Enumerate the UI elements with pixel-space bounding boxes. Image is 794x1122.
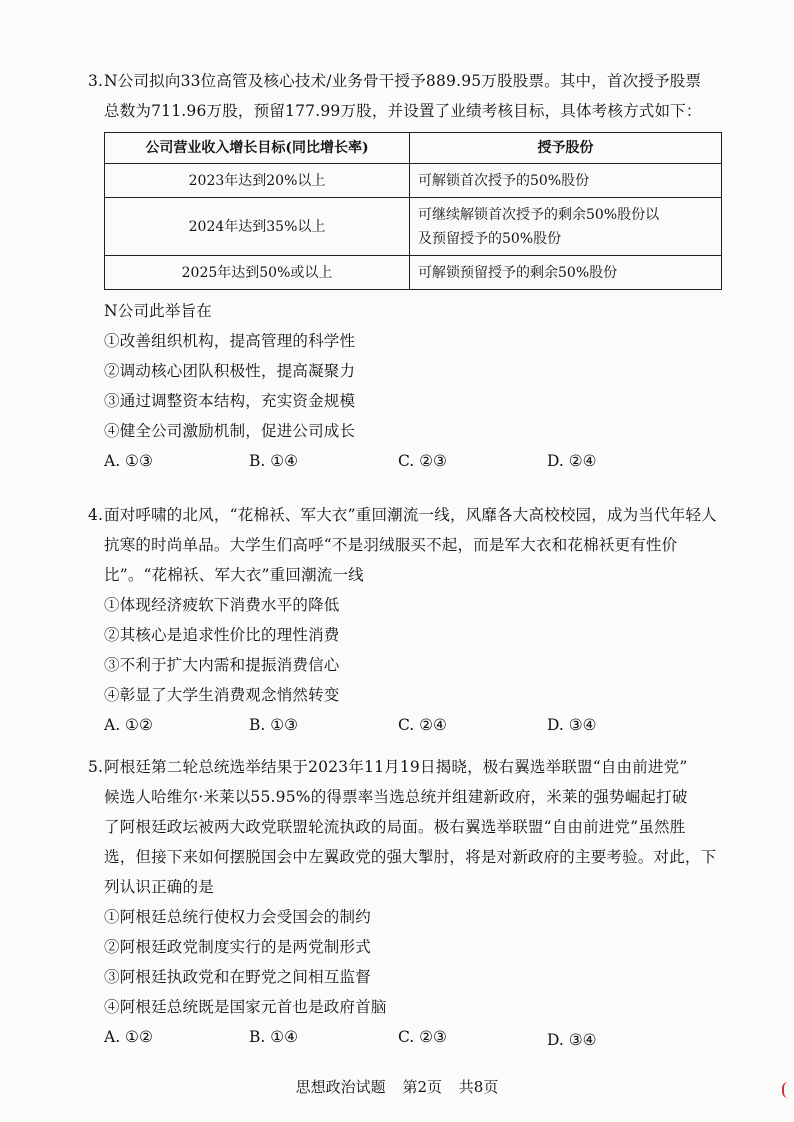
- page-footer: [0, 1076, 794, 1097]
- q4-options: [104, 710, 724, 740]
- q5-line-1: 5. 阿根廷第二轮总统选举结果于2023年11月19日揭晓，极右翼选举联盟“自由前进党”: [104, 752, 724, 782]
- q5-option-b[interactable]: B. ①④: [249, 1028, 299, 1046]
- q3-options: [104, 446, 724, 476]
- q5-options: [104, 1022, 724, 1052]
- q5-option-d[interactable]: D. ③④: [547, 1031, 597, 1049]
- q4-line-1: 4. 面对呼啸的北风，“花棉袄、军大衣”重回潮流一线，风靡各大高校校园，成为当代年轻人: [104, 500, 724, 530]
- q5-item-2: ②阿根廷政党制度实行的是两党制形式: [104, 938, 371, 956]
- q3-item-3: ③通过调整资本结构，充实资金规模: [104, 392, 356, 410]
- q5-line-5: 列认识正确的是: [104, 878, 214, 896]
- q3-line-1: 3. N公司拟向33位高管及核心技术/业务骨干授予889.95万股股票。其中，首次授予股票: [104, 66, 724, 96]
- q4-option-d[interactable]: D. ③④: [547, 716, 597, 734]
- q5-item-1: ①阿根廷总统行使权力会受国会的制约: [104, 908, 371, 926]
- q5-option-a[interactable]: A. ①②: [104, 1028, 153, 1046]
- q5-line-4: 选，但接下来如何摆脱国会中左翼政党的强大掣肘，将是对新政府的主要考验。对此，下: [104, 848, 717, 866]
- table-row: [105, 198, 722, 256]
- footer-page: 第2页: [402, 1078, 442, 1096]
- q5-line-3: 了阿根廷政坛被两大政党联盟轮流执政的局面。极右翼选举联盟“自由前进党”虽然胜: [104, 818, 686, 836]
- q3-item-2: ②调动核心团队积极性，提高凝聚力: [104, 362, 356, 380]
- footer-subject: 思想政治试题: [295, 1078, 386, 1096]
- table-cell-shares: 可继续解锁首次授予的剩余50%股份以 及预留授予的50%股份: [410, 198, 722, 256]
- q5-item-3: ③阿根廷执政党和在野党之间相互监督: [104, 968, 371, 986]
- q5-line-2: 候选人哈维尔·米莱以55.95%的得票率当选总统并组建新政府，米莱的强势崛起打破: [104, 788, 688, 806]
- q3-option-b[interactable]: B. ①④: [249, 452, 299, 470]
- assessment-table: [104, 132, 722, 290]
- q3-stem: N公司此举旨在: [104, 302, 212, 320]
- q4-option-c[interactable]: C. ②④: [398, 716, 447, 734]
- q4-item-4: ④彰显了大学生消费观念悄然转变: [104, 686, 340, 704]
- q4-number: 4.: [88, 506, 104, 524]
- q3-item-4: ④健全公司激励机制，促进公司成长: [104, 422, 356, 440]
- q4-item-2: ②其核心是追求性价比的理性消费: [104, 626, 340, 644]
- q4-item-3: ③不利于扩大内需和提振消费信心: [104, 656, 340, 674]
- table-header-target: 公司营业收入增长目标(同比增长率): [105, 133, 410, 164]
- q4-option-a[interactable]: A. ①②: [104, 716, 153, 734]
- q3-option-d[interactable]: D. ②④: [547, 452, 597, 470]
- q4-line-3: 比”。“花棉袄、军大衣”重回潮流一线: [104, 566, 364, 584]
- q4-item-1: ①体现经济疲软下消费水平的降低: [104, 596, 340, 614]
- table-cell-shares: 可解锁预留授予的剩余50%股份: [410, 256, 722, 290]
- table-cell-shares: 可解锁首次授予的50%股份: [410, 164, 722, 198]
- q3-line-2: 总数为711.96万股，预留177.99万股，并设置了业绩考核目标，具体考核方式如下：: [104, 102, 702, 120]
- footer-total: 共8页: [458, 1078, 499, 1096]
- table-row: [105, 164, 722, 198]
- q3-item-1: ①改善组织机构，提高管理的科学性: [104, 332, 356, 350]
- table-cell-target: 2025年达到50%或以上: [105, 256, 410, 290]
- q5-option-c[interactable]: C. ②③: [398, 1028, 447, 1046]
- margin-mark: [782, 1082, 790, 1098]
- question-3: [88, 66, 724, 476]
- q4-option-b[interactable]: B. ①③: [249, 716, 299, 734]
- q5-number: 5.: [88, 758, 104, 776]
- q3-option-a[interactable]: A. ①③: [104, 452, 153, 470]
- q3-number: 3.: [88, 72, 104, 90]
- table-header-shares: 授予股份: [410, 133, 722, 164]
- table-cell-target: 2024年达到35%以上: [105, 198, 410, 256]
- q5-item-4: ④阿根廷总统既是国家元首也是政府首脑: [104, 998, 387, 1016]
- question-4: [88, 500, 724, 740]
- table-row: [105, 256, 722, 290]
- q4-line-2: 抗寒的时尚单品。大学生们高呼“不是羽绒服买不起，而是军大衣和花棉袄更有性价: [104, 536, 678, 554]
- q3-option-c[interactable]: C. ②③: [398, 452, 447, 470]
- table-header-row: [105, 133, 722, 164]
- question-5: [88, 752, 724, 1052]
- table-cell-target: 2023年达到20%以上: [105, 164, 410, 198]
